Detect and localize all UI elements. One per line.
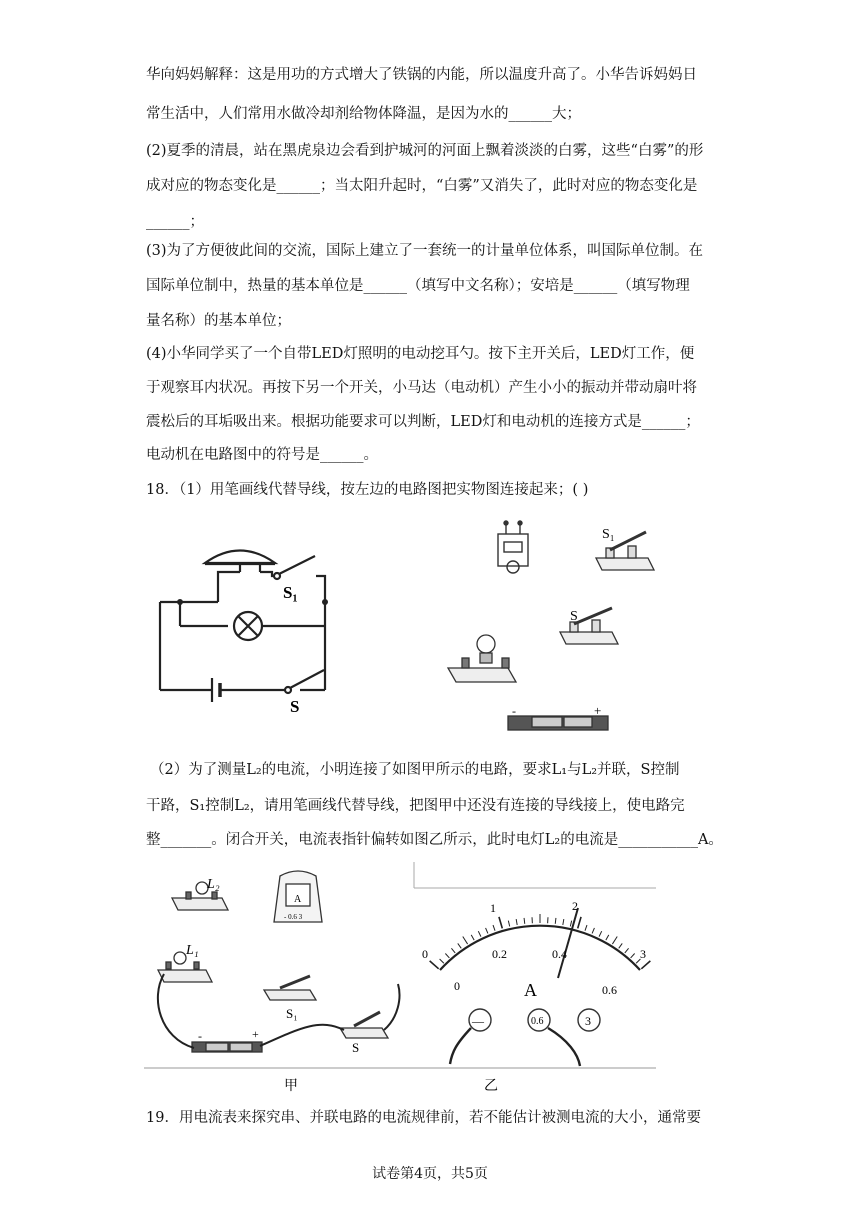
text-line: 震松后的耳垢吸出来。根据功能要求可以判断，LED灯和电动机的连接方式是______； [146, 414, 700, 430]
meter-tick [471, 935, 474, 940]
meter-tick [458, 943, 461, 948]
terminal-06: 0.6 [531, 1016, 544, 1027]
meter-tick [578, 917, 581, 929]
text-line: 干路，S₁控制L₂，请用笔画线代替导线，把图甲中还没有连接的导线接上，使电路完 [146, 798, 685, 814]
meter-tick [524, 918, 525, 924]
page-footer: 试卷第4页，共5页 [372, 1166, 488, 1182]
meter-tick [478, 931, 481, 936]
meter-tick [606, 935, 609, 940]
meter-needle [558, 908, 578, 978]
real-s1-label: S₁ [602, 527, 615, 542]
s1-label: S₁ [286, 1006, 298, 1021]
meter-tick [612, 936, 617, 944]
caption-jia: 甲 [284, 1079, 298, 1094]
meter-letter: A [524, 980, 537, 1000]
meter-tick [563, 919, 564, 925]
battery [192, 1042, 262, 1052]
battery-plus: + [252, 1027, 259, 1041]
meter-ticks [430, 914, 651, 969]
text-line: (3)为了方便彼此间的交流，国际上建立了一套统一的计量单位体系，叫国际单位制。在 [146, 243, 704, 259]
caption-yi: 乙 [484, 1079, 498, 1094]
battery-plus: + [594, 703, 602, 718]
terminal-3: 3 [585, 1014, 591, 1028]
meter-tick [451, 948, 455, 953]
real-switch-s [560, 608, 618, 644]
text-line: 电动机在电路图中的符号是______。 [146, 447, 378, 463]
meter-tick [463, 936, 468, 944]
real-s-label: S [570, 609, 578, 624]
switch-s [340, 1012, 388, 1038]
text-line: (4)小华同学买了一个自带LED灯照明的电动挖耳勺。按下主开关后，LED灯工作，便 [146, 346, 695, 362]
upper-tick-0: 0 [422, 947, 428, 961]
upper-tick-2: 2 [572, 899, 578, 913]
text-line: 华向妈妈解释：这是用功的方式增大了铁锅的内能，所以温度升高了。小华告诉妈妈日 [146, 67, 697, 83]
text-line: (2)夏季的清晨，站在黑虎泉边会看到护城河的河面上飘着淡淡的白雾，这些“白雾”的形 [146, 143, 704, 159]
real-lamp [448, 635, 516, 682]
meter-wires [450, 1028, 580, 1066]
meter-tick [508, 921, 509, 927]
meter-tick [641, 961, 650, 969]
switch-s1 [264, 976, 316, 1000]
text-line: 常生活中，人们常用水做冷却剂给物体降温，是因为水的______大； [146, 106, 581, 122]
meter-tick [499, 917, 502, 929]
question-19: 19．用电流表来探究串、并联电路的电流规律前，若不能估计被测电流的大小，通常要 [146, 1110, 701, 1126]
meter-tick [516, 919, 517, 925]
lower-tick-1: 0.2 [492, 947, 507, 961]
s-label: S [352, 1040, 360, 1055]
meter-tick [555, 918, 556, 924]
real-bell [498, 521, 528, 573]
meter-face [440, 926, 640, 970]
question-18-part-1: 18．（1）用笔画线代替导线，按左边的电路图把实物图连接起来；( ) [146, 482, 589, 498]
meter-tick [625, 948, 629, 953]
meter-tick [599, 931, 602, 936]
s-label: S [290, 697, 300, 716]
l1-label: L₁ [186, 943, 199, 958]
meter-tick [570, 921, 571, 927]
upper-tick-1: 1 [490, 901, 496, 915]
s1-label: S₁ [283, 583, 298, 602]
question-18-part-2: （2）为了测量L₂的电流，小明连接了如图甲所示的电路，要求L₁与L₂并联，S控制 [150, 762, 680, 778]
circuit-diagram [160, 551, 325, 703]
meter-tick [430, 961, 439, 969]
text-line: 国际单位制中，热量的基本单位是______（填写中文名称）；安培是______（填写物理 [146, 278, 690, 294]
lower-tick-2: 0.4 [552, 947, 567, 961]
upper-tick-3: 3 [640, 947, 646, 961]
terminal-minus: — [472, 1014, 484, 1028]
text-line: 于观察耳内状况。再按下另一个开关，小马达（电动机）产生小小的振动并带动扇叶将 [146, 380, 697, 396]
text-line: ______； [146, 214, 204, 230]
meter-tick [619, 943, 622, 948]
ammeter-letter: A [294, 894, 302, 905]
figure-18-2 [140, 858, 700, 1098]
meter-tick [440, 959, 444, 963]
meter-tick [631, 953, 635, 957]
l2-label: L₂ [207, 877, 220, 892]
battery-minus: - [198, 1029, 202, 1043]
junction-dot [177, 599, 183, 605]
meter-tick [493, 925, 495, 931]
figure-18-1 [140, 510, 660, 745]
real-battery [508, 716, 608, 730]
lower-tick-3: 0.6 [602, 983, 617, 997]
junction-dot [322, 599, 328, 605]
meter-tick [592, 928, 594, 934]
meter-tick [445, 953, 449, 957]
meter-tick [486, 928, 488, 934]
lower-tick-0: 0 [454, 979, 460, 993]
battery-minus: - [512, 704, 516, 718]
lamp-l1 [158, 952, 212, 982]
text-line: 成对应的物态变化是______；当太阳升起时，“白雾”又消失了，此时对应的物态变化是 [146, 178, 698, 194]
ammeter-terminals: - 0.6 3 [284, 913, 303, 921]
text-line: 量名称）的基本单位； [146, 313, 291, 329]
text-line: 整_______。闭合开关，电流表指针偏转如图乙所示，此时电灯L₂的电流是___________A。 [146, 832, 723, 848]
meter-tick [585, 925, 587, 931]
